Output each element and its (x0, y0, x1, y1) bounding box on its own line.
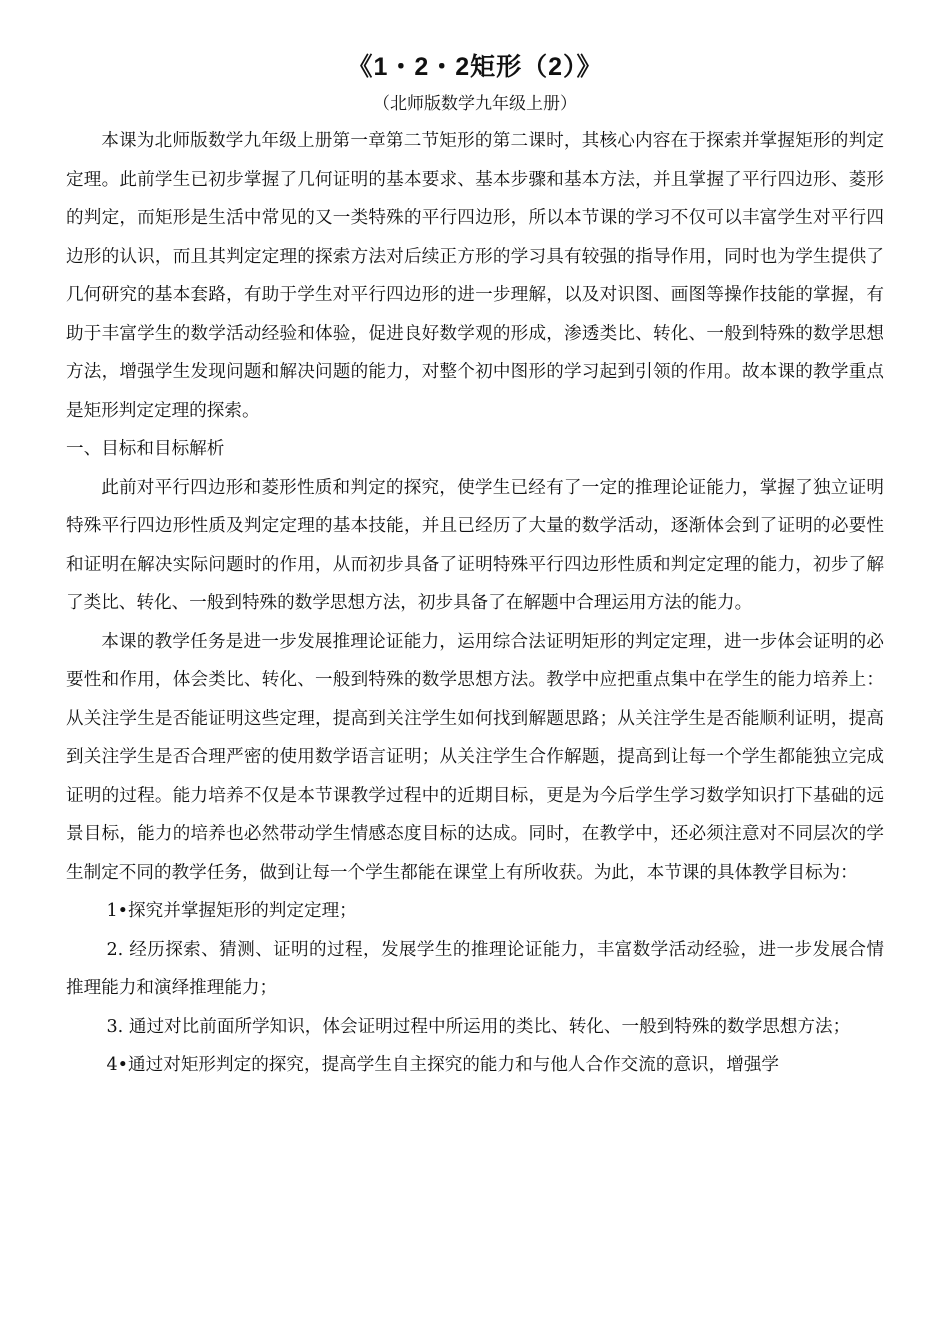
objective-item-3: 3. 通过对比前面所学知识，体会证明过程中所运用的类比、转化、一般到特殊的数学思想方法； (106, 1016, 851, 1037)
objective-item-4: 4•通过对矩形判定的探究，提高学生自主探究的能力和与他人合作交流的意识，增强学 (106, 1055, 780, 1075)
intro-paragraph: 本课为北师版数学九年级上册第一章第二节矩形的第二课时，其核心内容在于探索并掌握矩形的判定定理。此前学生已初步掌握了几何证明的基本要求、基本步骤和基本方法，并且掌握了平行四边形、菱形的判定，而矩形是生活中常见的又一类特殊的平行四边形，所以本节课的学习不仅可以丰富学生对平行四边形的认识，而且其判定定理的探索方法对后续正方形的学习具有较强的指导作用，同时也为学生提供了几何研究的基本套路，有助于学生对平行四边形的进一步理解，以及对识图、画图等操作技能的掌握，有助于丰富学生的数学活动经验和体验，促进良好数学观的形成，渗透类比、转化、一般到特殊的数学思想方法，增强学生发现问题和解决问题的能力，对整个初中图形的学习起到引领的作用。故本课的教学重点是矩形判定定理的探索。 (66, 131, 884, 421)
section-paragraph-1: 此前对平行四边形和菱形性质和判定的探究，使学生已经有了一定的推理论证能力，掌握了独立证明特殊平行四边形性质及判定定理的基本技能，并且已经历了大量的数学活动，逐渐体会到了证明的必要性和证明在解决实际问题时的作用，从而初步具备了证明特殊平行四边形性质和判定定理的能力，初步了解了类比、转化、一般到特殊的数学思想方法，初步具备了在解题中合理运用方法的能力。 (66, 477, 884, 613)
section-heading: 一、目标和目标解析 (66, 439, 225, 459)
document-subtitle: （北师版数学九年级上册） (373, 94, 577, 114)
objective-item-1: 1•探究并掌握矩形的判定定理； (106, 901, 357, 921)
section-paragraph-2: 本课的教学任务是进一步发展推理论证能力，运用综合法证明矩形的判定定理，进一步体会证明的必要性和作用，体会类比、转化、一般到特殊的数学思想方法。教学中应把重点集中在学生的能力培养上：从关注学生是否能证明这些定理，提高到关注学生如何找到解题思路；从关注学生是否能顺利证明，提高到关注学生是否合理严密的使用数学语言证明；从关注学生合作解题，提高到让每一个学生都能独立完成证明的过程。能力培养不仅是本节课教学过程中的近期目标，更是为今后学生学习数学知识打下基础的远景目标，能力的培养也必然带动学生情感态度目标的达成。同时，在教学中，还必须注意对不同层次的学生制定不同的教学任务，做到让每一个学生都能在课堂上有所收获。为此，本节课的具体教学目标为： (66, 631, 884, 883)
document-page (66, 52, 884, 1085)
objective-item-2: 2. 经历探索、猜测、证明的过程，发展学生的推理论证能力，丰富数学活动经验，进一步发展合情推理能力和演绎推理能力； (66, 939, 884, 998)
document-title: 《1・2・2矩形（2）》 (347, 53, 603, 81)
